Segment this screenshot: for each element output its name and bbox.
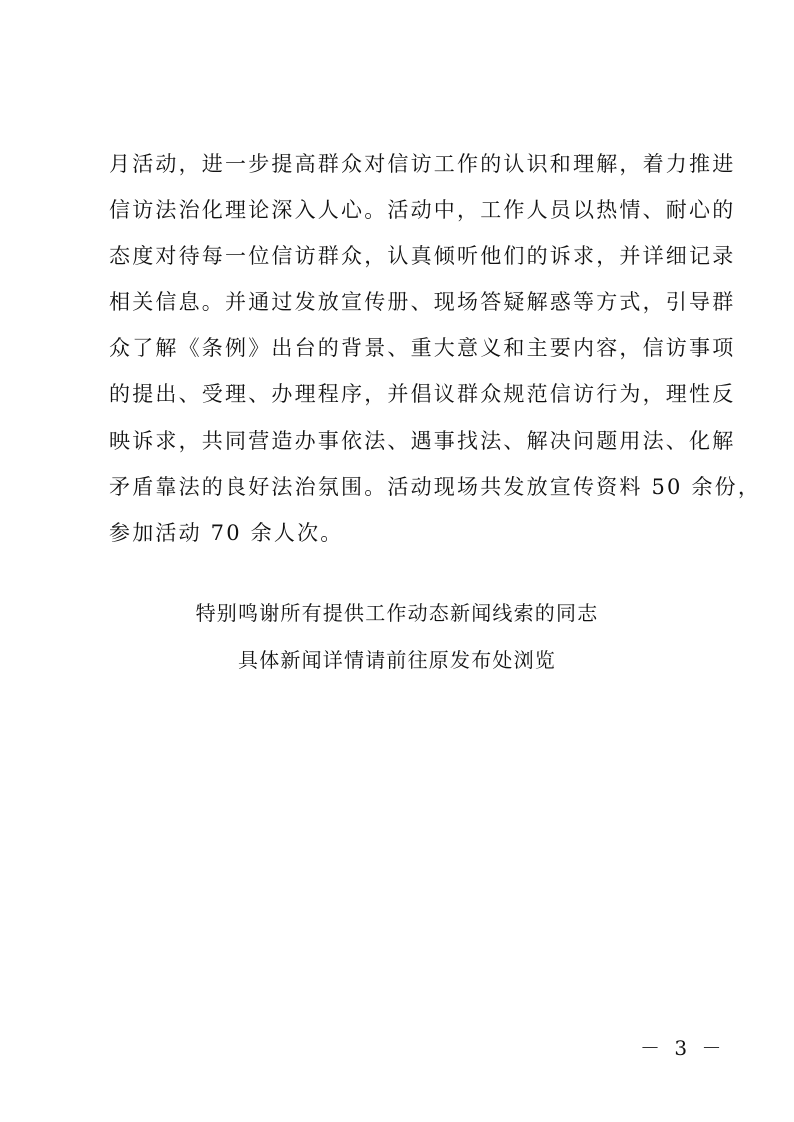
paragraph-line: 相关信息。并通过发放宣传册、现场答疑解惑等方式，引导群 bbox=[109, 290, 736, 315]
paragraph-line: 映诉求，共同营造办事依法、遇事找法、解决问题用法、化解 bbox=[109, 428, 736, 453]
body-paragraph bbox=[109, 141, 762, 556]
page-number: － 3 － bbox=[640, 1036, 726, 1060]
closing-note bbox=[0, 590, 794, 684]
paragraph-line: 参加活动 70 余人次。 bbox=[109, 520, 344, 545]
paragraph-line: 众了解《条例》出台的背景、重大意义和主要内容，信访事项 bbox=[109, 336, 736, 361]
paragraph-line: 态度对待每一位信访群众，认真倾听他们的诉求，并详细记录 bbox=[109, 244, 736, 269]
paragraph-line: 矛盾靠法的良好法治氛围。活动现场共发放宣传资料 50 余份， bbox=[109, 474, 762, 499]
paragraph-line: 月活动，进一步提高群众对信访工作的认识和理解，着力推进 bbox=[109, 152, 736, 176]
closing-thanks-line: 特别鸣谢所有提供工作动态新闻线索的同志 bbox=[195, 601, 599, 625]
closing-details-line: 具体新闻详情请前往原发布处浏览 bbox=[238, 648, 556, 672]
paragraph-line: 信访法治化理论深入人心。活动中，工作人员以热情、耐心的 bbox=[109, 198, 736, 223]
paragraph-line: 的提出、受理、办理程序，并倡议群众规范信访行为，理性反 bbox=[109, 382, 736, 407]
